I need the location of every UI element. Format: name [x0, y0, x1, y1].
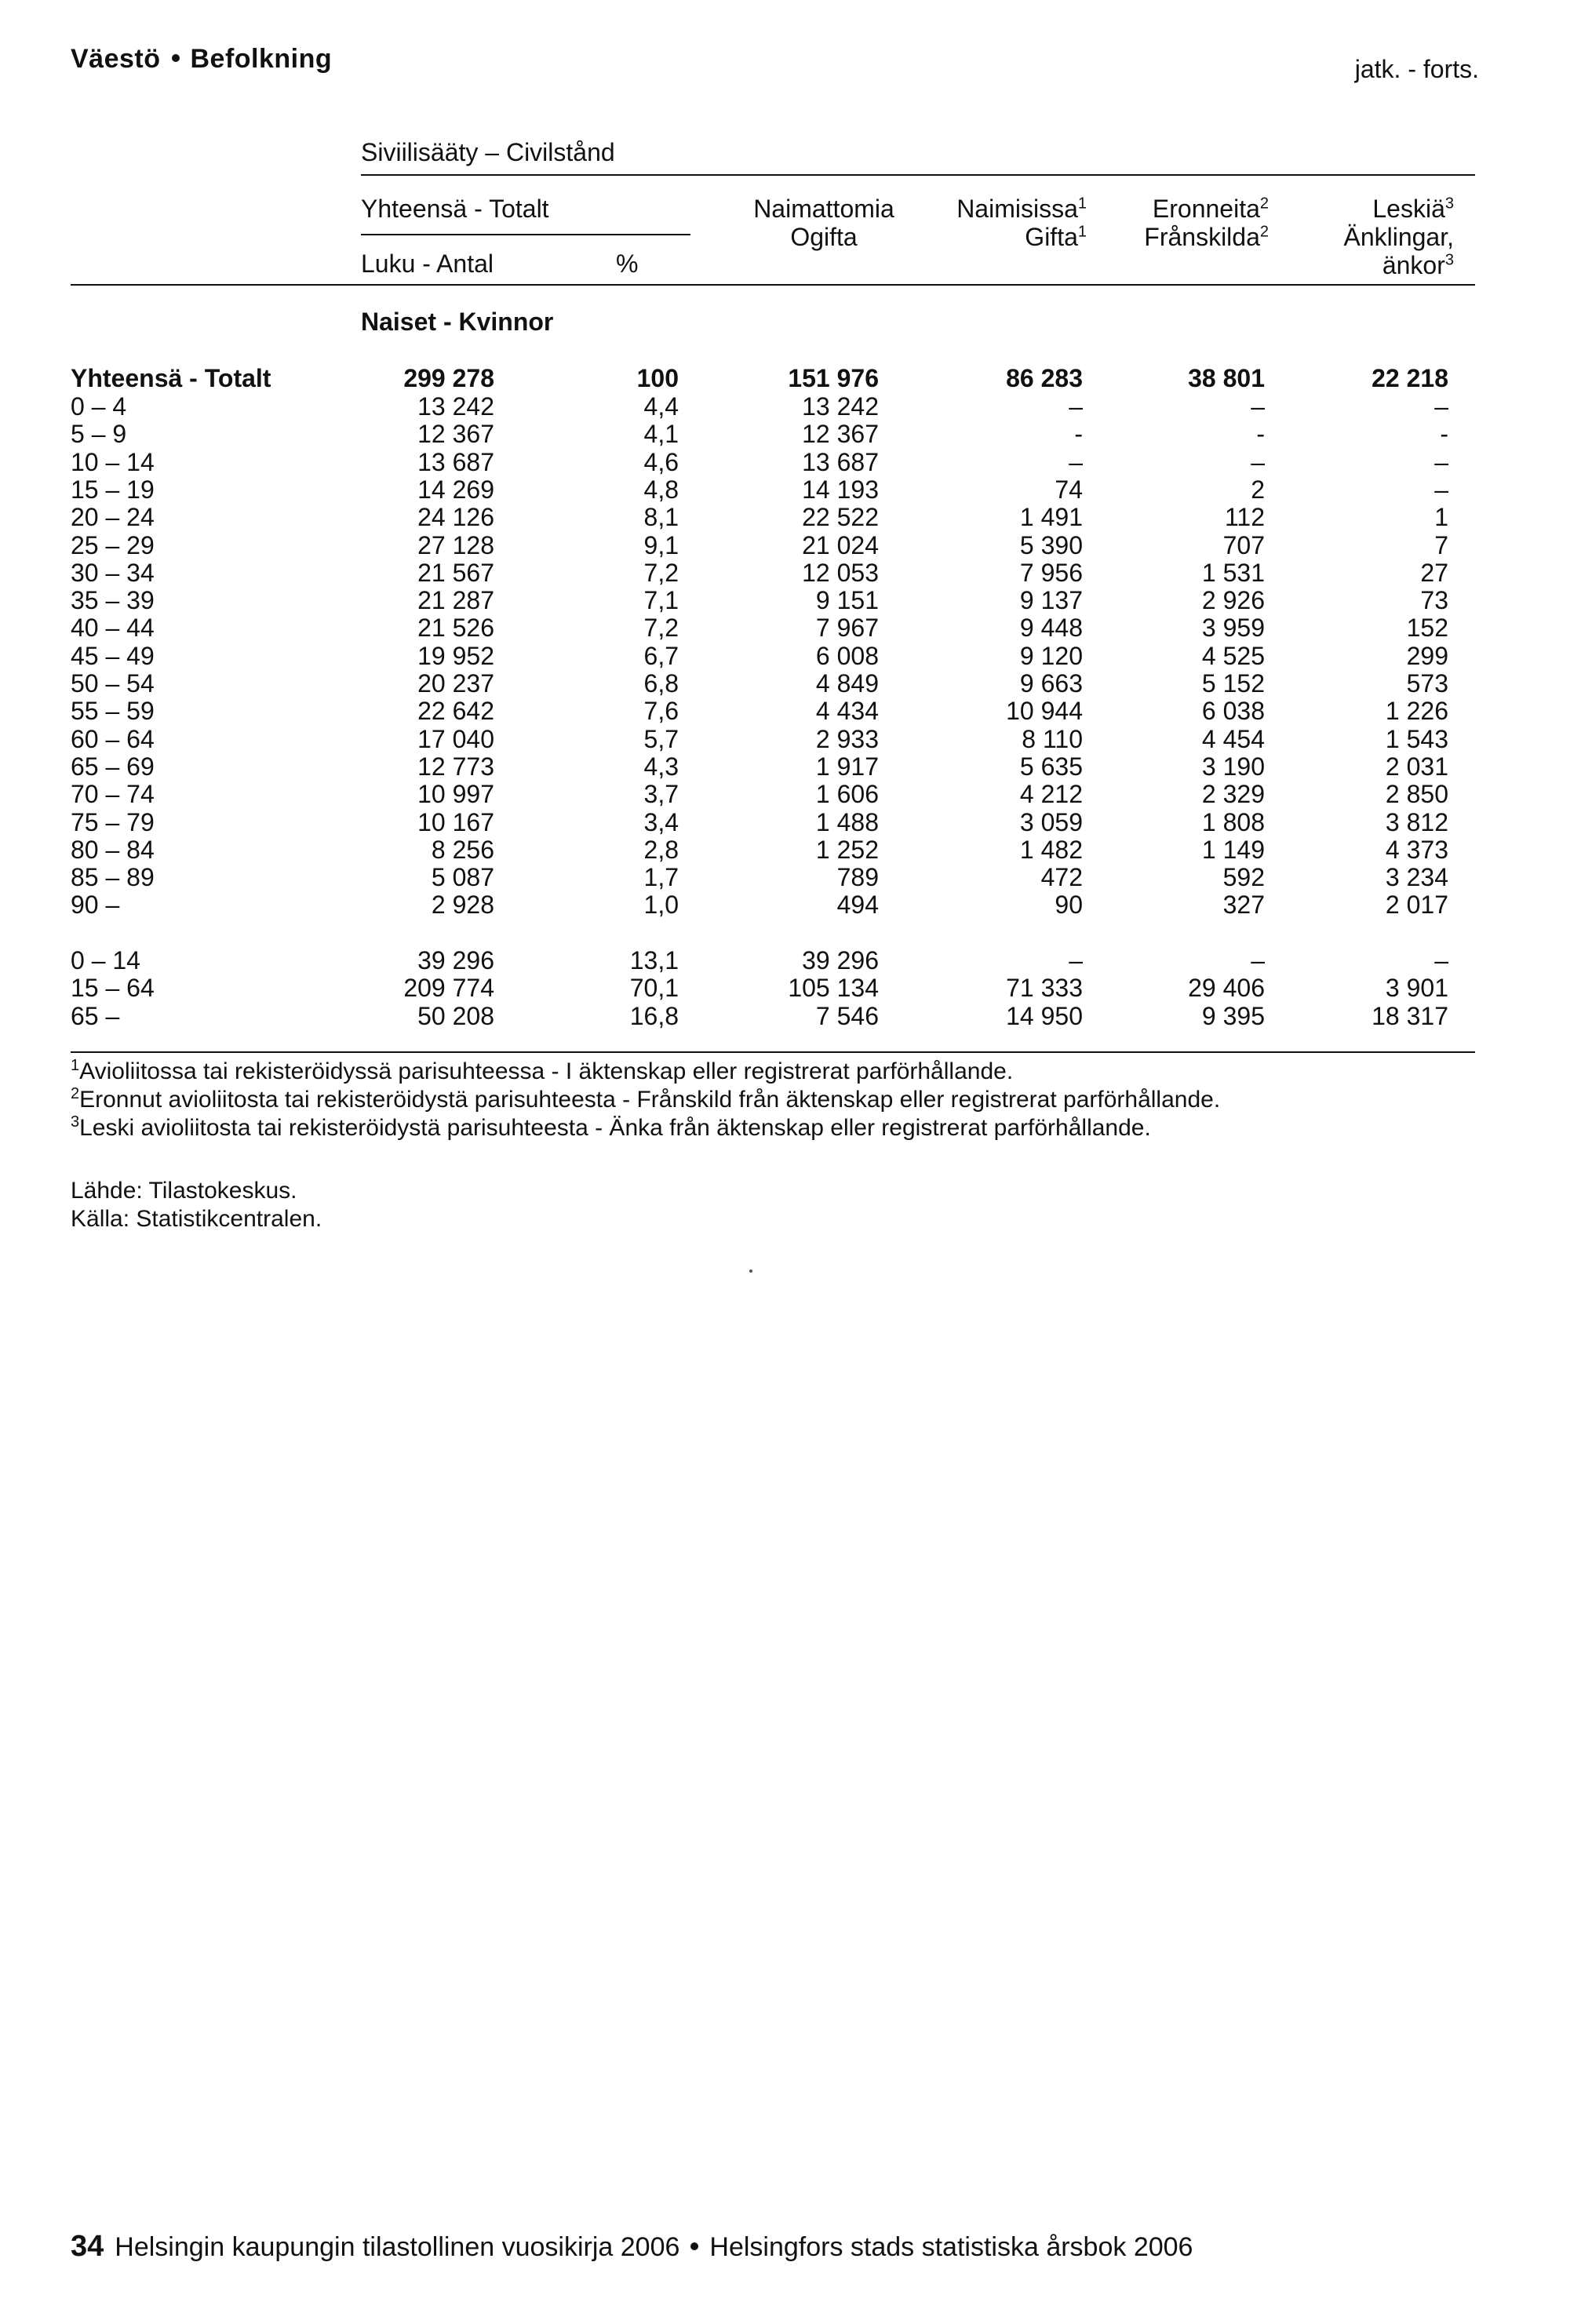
divorced-sv-sup: 2 — [1259, 223, 1269, 241]
row-label: 70 – 74 — [71, 780, 155, 809]
footer-title-sv: Helsingfors stads statistiska årsbok 2006 — [709, 2232, 1193, 2262]
cell-widowed: 1 543 — [1385, 724, 1448, 753]
header-title-fi: Väestö — [71, 44, 161, 74]
table-row — [0, 836, 1581, 864]
cell-count: 21 287 — [417, 586, 494, 615]
cell-pct: 2,8 — [643, 835, 679, 864]
table-row — [0, 752, 1581, 781]
cell-married: 8 110 — [1022, 724, 1083, 753]
footnote-1-text: Avioliitossa tai rekisteröidyssä parisuhteessa - I äktenskap eller registrerat parförhållande. — [79, 1058, 1014, 1084]
col-married-heading-sv — [1025, 223, 1087, 251]
cell-pct: 7,2 — [643, 614, 679, 643]
cell-count: 19 952 — [417, 641, 494, 670]
page-header-title — [71, 44, 332, 75]
footer-title-fi: Helsingin kaupungin tilastollinen vuosikirja 2006 — [115, 2232, 680, 2262]
cell-married: – — [1069, 392, 1083, 421]
cell-pct: 3,4 — [643, 807, 679, 836]
cell-count: 39 296 — [417, 946, 494, 974]
total-subrule — [361, 234, 690, 235]
row-label: 80 – 84 — [71, 835, 155, 864]
cell-married: 5 635 — [1019, 752, 1083, 781]
footnote-1 — [71, 1058, 1013, 1086]
cell-married: 71 333 — [1006, 974, 1083, 1003]
row-label: 10 – 14 — [71, 447, 155, 476]
cell-divorced: - — [1256, 420, 1265, 449]
widowed-sv2-sup: 3 — [1444, 251, 1454, 269]
cell-pct: 7,1 — [643, 586, 679, 615]
cell-pct: 1,7 — [643, 863, 679, 892]
cell-pct: 6,8 — [643, 669, 679, 698]
divorced-sup: 2 — [1259, 195, 1269, 213]
cell-unmarried: 22 522 — [802, 503, 879, 532]
cell-widowed: - — [1440, 420, 1448, 449]
cell-divorced: 3 959 — [1201, 614, 1265, 643]
cell-pct: 7,6 — [643, 697, 679, 726]
cell-married: 74 — [1055, 475, 1083, 504]
table-row — [0, 586, 1581, 614]
col-pct-heading: % — [616, 250, 639, 278]
cell-widowed: 27 — [1420, 558, 1448, 587]
cell-count: 8 256 — [431, 835, 494, 864]
cell-widowed: 18 317 — [1372, 1001, 1448, 1030]
cell-count: 50 208 — [417, 1001, 494, 1030]
cell-pct: 70,1 — [629, 974, 679, 1003]
cell-count: 12 367 — [417, 420, 494, 449]
row-label: 65 – — [71, 1001, 120, 1030]
cell-widowed: 73 — [1420, 586, 1448, 615]
cell-widowed: 2 017 — [1385, 891, 1448, 920]
cell-unmarried: 6 008 — [815, 641, 879, 670]
cell-divorced: 112 — [1224, 503, 1265, 532]
cell-pct: 7,2 — [643, 558, 679, 587]
cell-divorced: 592 — [1222, 863, 1265, 892]
cell-unmarried: 12 053 — [802, 558, 879, 587]
cell-count: 5 087 — [431, 863, 494, 892]
row-label: 45 – 49 — [71, 641, 155, 670]
footnote-1-sup: 1 — [71, 1057, 80, 1074]
cell-married: 9 137 — [1019, 586, 1083, 615]
widowed-sv2-text: änkor — [1382, 251, 1445, 279]
col-unmarried-heading-fi: Naimattomia — [753, 195, 894, 223]
row-label: 40 – 44 — [71, 614, 155, 643]
cell-pct: 13,1 — [629, 946, 679, 974]
cell-count: 13 687 — [417, 447, 494, 476]
table-row — [0, 475, 1581, 504]
cell-divorced: 4 525 — [1201, 641, 1265, 670]
row-label: 5 – 9 — [71, 420, 127, 449]
cell-divorced: 3 190 — [1201, 752, 1265, 781]
table-row — [0, 531, 1581, 559]
cell-unmarried: 7 546 — [815, 1001, 879, 1030]
col-divorced-heading-fi — [1153, 195, 1269, 223]
footnote-3-sup: 3 — [71, 1113, 80, 1131]
cell-widowed: 3 812 — [1385, 807, 1448, 836]
source-fi: Lähde: Tilastokeskus. — [71, 1178, 297, 1204]
cell-married: 7 956 — [1019, 558, 1083, 587]
cell-count: 10 167 — [417, 807, 494, 836]
cell-pct: 4,8 — [643, 475, 679, 504]
cell-unmarried: 1 252 — [815, 835, 879, 864]
cell-married: - — [1074, 420, 1083, 449]
cell-married: 1 482 — [1019, 835, 1083, 864]
cell-widowed: – — [1434, 475, 1448, 504]
page-footer — [71, 2230, 1193, 2264]
row-label: 0 – 14 — [71, 946, 140, 974]
cell-married: 9 120 — [1019, 641, 1083, 670]
cell-count: 22 642 — [417, 697, 494, 726]
cell-married: – — [1069, 946, 1083, 974]
cell-count: 21 526 — [417, 614, 494, 643]
row-label: 50 – 54 — [71, 669, 155, 698]
footnote-2-sup: 2 — [71, 1085, 80, 1102]
cell-count: 24 126 — [417, 503, 494, 532]
cell-divorced: 38 801 — [1188, 364, 1265, 392]
cell-count: 13 242 — [417, 392, 494, 421]
cell-divorced: 29 406 — [1188, 974, 1265, 1003]
cell-widowed: 2 850 — [1385, 780, 1448, 809]
row-label: 60 – 64 — [71, 724, 155, 753]
source-sv: Källa: Statistikcentralen. — [71, 1206, 322, 1232]
row-label: Yhteensä - Totalt — [71, 364, 271, 392]
footnote-3-text: Leski avioliitosta tai rekisteröidystä parisuhteesta - Änka från äktenskap eller registrerat parförhållande. — [79, 1115, 1151, 1141]
cell-unmarried: 1 606 — [815, 780, 879, 809]
col-widowed-heading-sv1: Änklingar, — [1343, 223, 1454, 251]
cell-widowed: 7 — [1434, 530, 1448, 559]
cell-widowed: – — [1434, 946, 1448, 974]
cell-married: 9 663 — [1019, 669, 1083, 698]
cell-divorced: 2 — [1251, 475, 1265, 504]
cell-widowed: – — [1434, 447, 1448, 476]
cell-widowed: 1 — [1434, 503, 1448, 532]
row-label: 90 – — [71, 891, 120, 920]
table-row — [0, 891, 1581, 919]
cell-married: 10 944 — [1006, 697, 1083, 726]
row-label: 55 – 59 — [71, 697, 155, 726]
cell-count: 14 269 — [417, 475, 494, 504]
cell-divorced: – — [1251, 946, 1265, 974]
cell-widowed: 4 373 — [1385, 835, 1448, 864]
cell-divorced: 2 926 — [1201, 586, 1265, 615]
page-number: 34 — [71, 2230, 104, 2263]
cell-married: 1 491 — [1019, 503, 1083, 532]
cell-pct: 4,4 — [643, 392, 679, 421]
cell-divorced: 327 — [1222, 891, 1265, 920]
cell-unmarried: 9 151 — [815, 586, 879, 615]
cell-pct: 3,7 — [643, 780, 679, 809]
cell-widowed: 1 226 — [1385, 697, 1448, 726]
table-row — [0, 669, 1581, 698]
married-sv-sup: 1 — [1077, 223, 1087, 241]
table-bottom-rule — [71, 1051, 1475, 1053]
group-rule — [361, 174, 1475, 176]
cell-count: 299 278 — [403, 364, 494, 392]
cell-unmarried: 2 933 — [815, 724, 879, 753]
married-sup: 1 — [1077, 195, 1087, 213]
footnote-2 — [71, 1086, 1220, 1114]
footnote-2-text: Eronnut avioliitosta tai rekisteröidystä parisuhteesta - Frånskild från äktenskap eller registrerat parförhållande. — [79, 1087, 1221, 1113]
cell-married: 90 — [1055, 891, 1083, 920]
group-heading: Siviilisääty – Civilstånd — [361, 138, 615, 166]
table-row — [0, 503, 1581, 531]
cell-pct: 6,7 — [643, 641, 679, 670]
table-row — [0, 808, 1581, 836]
col-unmarried-heading-sv: Ogifta — [790, 223, 858, 251]
row-label: 15 – 19 — [71, 475, 155, 504]
cell-count: 27 128 — [417, 530, 494, 559]
cell-unmarried: 4 434 — [815, 697, 879, 726]
cell-count: 20 237 — [417, 669, 494, 698]
cell-unmarried: 494 — [836, 891, 879, 920]
section-title: Naiset - Kvinnor — [361, 308, 554, 336]
cell-divorced: 5 152 — [1201, 669, 1265, 698]
cell-unmarried: 1 917 — [815, 752, 879, 781]
table-row — [0, 642, 1581, 670]
cell-divorced: 2 329 — [1201, 780, 1265, 809]
cell-unmarried: 4 849 — [815, 669, 879, 698]
cell-widowed: 299 — [1406, 641, 1448, 670]
cell-widowed: 3 234 — [1385, 863, 1448, 892]
table-row — [0, 559, 1581, 587]
bullet-dot-icon — [690, 2242, 698, 2250]
cell-pct: 4,3 — [643, 752, 679, 781]
cell-married: 472 — [1040, 863, 1083, 892]
cell-married: 9 448 — [1019, 614, 1083, 643]
married-fi-text: Naimisissa — [956, 195, 1078, 223]
cell-widowed: 2 031 — [1385, 752, 1448, 781]
cell-divorced: 9 395 — [1201, 1001, 1265, 1030]
table-row — [0, 946, 1581, 974]
row-label: 30 – 34 — [71, 558, 155, 587]
cell-count: 209 774 — [403, 974, 494, 1003]
cell-divorced: 6 038 — [1201, 697, 1265, 726]
cell-divorced: 1 531 — [1201, 558, 1265, 587]
cell-unmarried: 39 296 — [802, 946, 879, 974]
cell-unmarried: 151 976 — [788, 364, 879, 392]
cell-unmarried: 1 488 — [815, 807, 879, 836]
widowed-sup: 3 — [1444, 195, 1454, 213]
header-title-sv: Befolkning — [190, 44, 333, 74]
cell-count: 17 040 — [417, 724, 494, 753]
footnote-3 — [71, 1114, 1151, 1142]
row-label: 65 – 69 — [71, 752, 155, 781]
cell-widowed: 152 — [1406, 614, 1448, 643]
col-widowed-heading-fi — [1372, 195, 1454, 223]
cell-count: 2 928 — [431, 891, 494, 920]
cell-married: 4 212 — [1019, 780, 1083, 809]
table-row — [0, 863, 1581, 891]
cell-married: 86 283 — [1006, 364, 1083, 392]
table-row — [0, 697, 1581, 725]
cell-pct: 100 — [636, 364, 679, 392]
cell-pct: 9,1 — [643, 530, 679, 559]
cell-pct: 4,6 — [643, 447, 679, 476]
cell-pct: 16,8 — [629, 1001, 679, 1030]
cell-unmarried: 21 024 — [802, 530, 879, 559]
cell-married: – — [1069, 447, 1083, 476]
cell-pct: 5,7 — [643, 724, 679, 753]
print-speck — [749, 1269, 752, 1273]
cell-unmarried: 13 242 — [802, 392, 879, 421]
cell-widowed: – — [1434, 392, 1448, 421]
cell-divorced: 1 808 — [1201, 807, 1265, 836]
row-label: 35 – 39 — [71, 586, 155, 615]
cell-count: 21 567 — [417, 558, 494, 587]
cell-unmarried: 7 967 — [815, 614, 879, 643]
cell-divorced: 1 149 — [1201, 835, 1265, 864]
table-row — [0, 420, 1581, 448]
cell-count: 12 773 — [417, 752, 494, 781]
cell-pct: 4,1 — [643, 420, 679, 449]
col-divorced-heading-sv — [1144, 223, 1269, 251]
divorced-sv-text: Frånskilda — [1144, 223, 1260, 251]
col-count-heading: Luku - Antal — [361, 250, 494, 278]
continued-label: jatk. - forts. — [1354, 55, 1479, 83]
cell-divorced: – — [1251, 392, 1265, 421]
cell-pct: 1,0 — [643, 891, 679, 920]
cell-widowed: 3 901 — [1385, 974, 1448, 1003]
cell-married: 5 390 — [1019, 530, 1083, 559]
row-label: 85 – 89 — [71, 863, 155, 892]
row-label: 25 – 29 — [71, 530, 155, 559]
married-sv-text: Gifta — [1025, 223, 1078, 251]
cell-divorced: 4 454 — [1201, 724, 1265, 753]
table-row — [0, 974, 1581, 1002]
widowed-fi-text: Leskiä — [1372, 195, 1445, 223]
cell-married: 3 059 — [1019, 807, 1083, 836]
cell-count: 10 997 — [417, 780, 494, 809]
table-row — [0, 392, 1581, 421]
table-row — [0, 780, 1581, 808]
cell-unmarried: 789 — [836, 863, 879, 892]
cell-divorced: 707 — [1222, 530, 1265, 559]
cell-unmarried: 14 193 — [802, 475, 879, 504]
cell-unmarried: 12 367 — [802, 420, 879, 449]
table-row — [0, 725, 1581, 753]
col-widowed-heading-sv2 — [1382, 251, 1454, 279]
cell-married: 14 950 — [1006, 1001, 1083, 1030]
cell-divorced: – — [1251, 447, 1265, 476]
cell-unmarried: 105 134 — [788, 974, 879, 1003]
col-total-heading: Yhteensä - Totalt — [361, 195, 549, 223]
col-married-heading-fi — [956, 195, 1087, 223]
header-bottom-rule — [71, 284, 1475, 286]
row-label: 0 – 4 — [71, 392, 127, 421]
row-label: 75 – 79 — [71, 807, 155, 836]
table-row — [0, 448, 1581, 476]
row-label: 20 – 24 — [71, 503, 155, 532]
cell-pct: 8,1 — [643, 503, 679, 532]
table-row — [0, 1002, 1581, 1030]
cell-unmarried: 13 687 — [802, 447, 879, 476]
divorced-fi-text: Eronneita — [1152, 195, 1260, 223]
table-row-total — [0, 364, 1581, 392]
bullet-dot-icon — [172, 54, 180, 62]
row-label: 15 – 64 — [71, 974, 155, 1003]
cell-widowed: 22 218 — [1372, 364, 1448, 392]
table-row — [0, 614, 1581, 642]
cell-widowed: 573 — [1406, 669, 1448, 698]
